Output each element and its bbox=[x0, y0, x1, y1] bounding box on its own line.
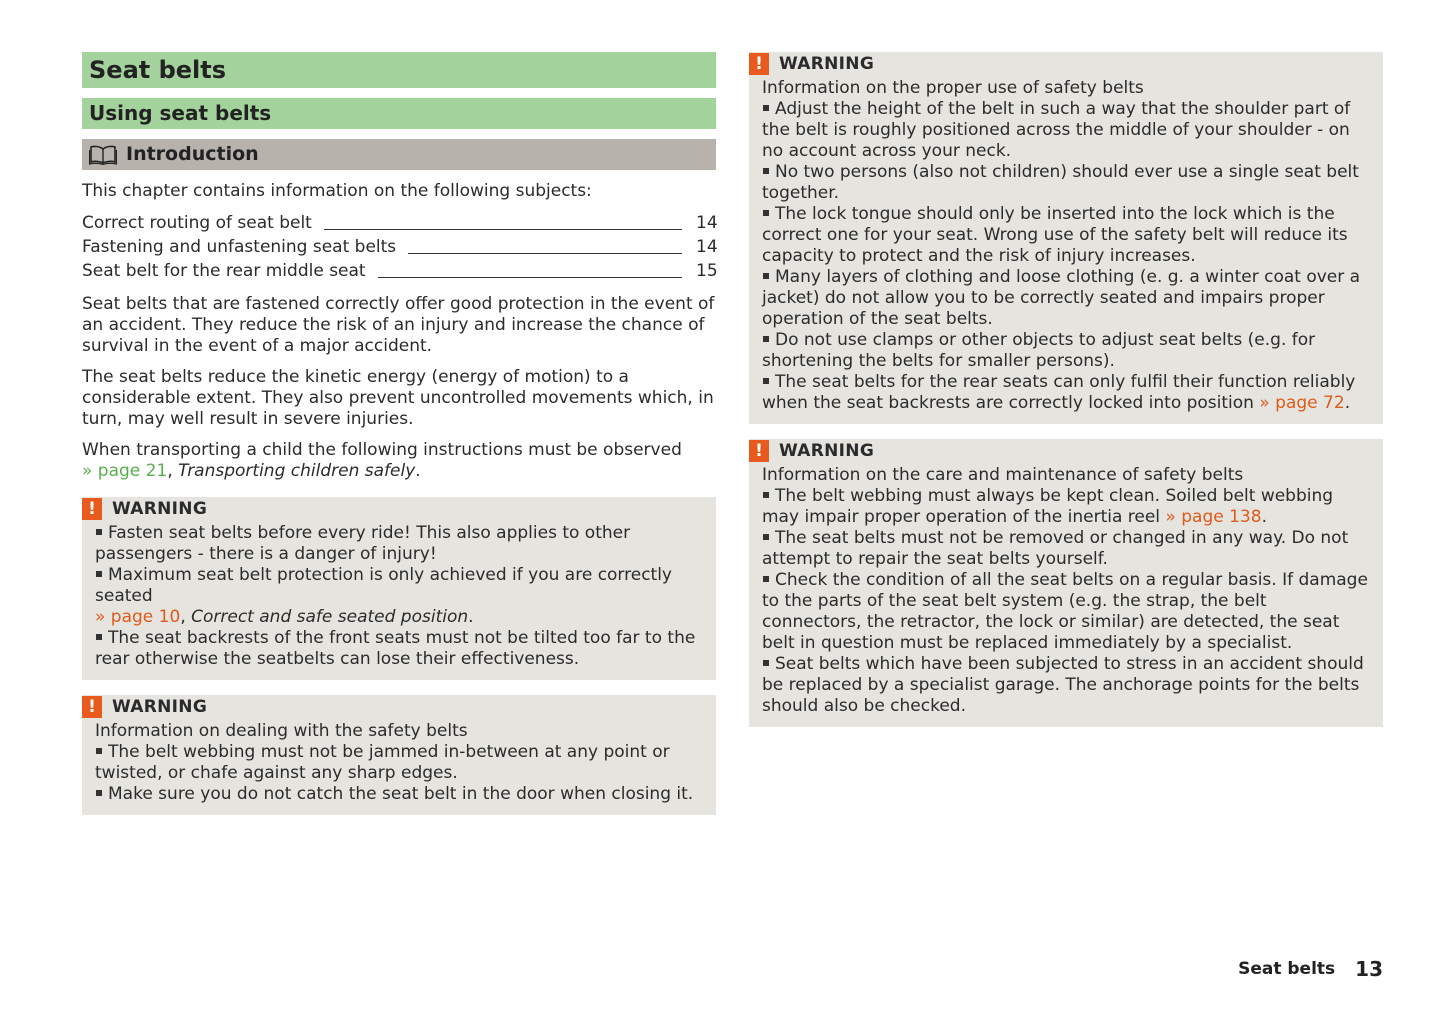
footer-section-title: Seat belts bbox=[1238, 959, 1336, 979]
exclamation-icon: ! bbox=[749, 440, 769, 462]
bullet-text: Seat belts which have been subjected to stress in an accident should be replaced by a specialist garage. The anchorage points for the belts should also be checked. bbox=[762, 654, 1364, 716]
separator: , bbox=[167, 461, 173, 481]
left-column bbox=[82, 52, 716, 815]
warning-label: WARNING bbox=[112, 499, 208, 519]
page-footer bbox=[1238, 957, 1383, 981]
bullet-icon bbox=[96, 748, 102, 754]
warning-bullet bbox=[762, 654, 1370, 717]
bullet-icon bbox=[96, 529, 102, 535]
warning-bullet bbox=[762, 99, 1370, 162]
period: . bbox=[1261, 507, 1267, 527]
bullet-text: The seat belts for the rear seats can only fulfil their function reliably when the seat backrests are correctly locked into position bbox=[762, 372, 1356, 413]
bullet-text: Adjust the height of the belt in such a way that the shoulder part of the belt is roughly positioned across the middle of your shoulder - on no account across your neck. bbox=[762, 99, 1351, 161]
bullet-text: Do not use clamps or other objects to adjust seat belts (e.g. for shortening the belts for smaller persons). bbox=[762, 330, 1316, 371]
warning-bullet bbox=[95, 523, 703, 565]
intro-heading bbox=[82, 139, 716, 170]
warning-bullet bbox=[762, 162, 1370, 204]
toc-leader-line bbox=[324, 229, 682, 230]
bullet-icon bbox=[96, 790, 102, 796]
bullet-icon bbox=[763, 336, 769, 342]
warning-box-4 bbox=[749, 439, 1383, 727]
warning-bullet bbox=[762, 204, 1370, 267]
warning-label: WARNING bbox=[779, 54, 875, 74]
warning-bullet bbox=[95, 742, 703, 784]
warning-bullet bbox=[762, 267, 1370, 330]
bullet-text: Make sure you do not catch the seat belt in the door when closing it. bbox=[108, 784, 694, 804]
bullet-icon bbox=[763, 210, 769, 216]
right-column bbox=[749, 52, 1383, 727]
intro-lead: This chapter contains information on the following subjects: bbox=[82, 181, 592, 201]
bullet-icon bbox=[763, 378, 769, 384]
toc-item-page: 15 bbox=[696, 261, 718, 281]
bullet-text: The seat belts must not be removed or changed in any way. Do not attempt to repair the seat belts yourself. bbox=[762, 528, 1349, 569]
section-title: Using seat belts bbox=[82, 98, 716, 129]
page-138-link[interactable]: » page 138 bbox=[1165, 507, 1262, 527]
warning-label: WARNING bbox=[779, 441, 875, 461]
bullet-text: Fasten seat belts before every ride! This also applies to other passengers - there is a danger of injury! bbox=[95, 523, 631, 564]
transporting-children-ref: Transporting children safely bbox=[178, 461, 416, 481]
bullet-text: Many layers of clothing and loose clothing (e. g. a winter coat over a jacket) do not allow you to be correctly seated and impairs proper operation of the seat belts. bbox=[762, 267, 1361, 329]
warning-header bbox=[749, 52, 1370, 76]
warning-bullet bbox=[762, 528, 1370, 570]
warning-box-3 bbox=[749, 52, 1383, 424]
intro-paragraph-1: Seat belts that are fastened correctly offer good protection in the event of an accident. They reduce the risk of an injury and increase the chance of survival in the event of a major accident. bbox=[82, 294, 715, 356]
bullet-text: Maximum seat belt protection is only achieved if you are correctly seated bbox=[95, 565, 672, 606]
bullet-icon bbox=[763, 168, 769, 174]
warning-label: WARNING bbox=[112, 697, 208, 717]
toc-item-page: 14 bbox=[696, 213, 718, 233]
page-10-link[interactable]: » page 10 bbox=[95, 607, 181, 627]
warning-header bbox=[82, 695, 703, 719]
toc-item[interactable] bbox=[82, 237, 716, 258]
warning-bullet bbox=[762, 570, 1370, 654]
bullet-text: The lock tongue should only be inserted into the lock which is the correct one for your seat. Wrong use of the safety belt will reduce its capacity to protect and the risk of injury increases. bbox=[762, 204, 1348, 266]
period: . bbox=[415, 461, 421, 481]
seated-position-ref: Correct and safe seated position bbox=[191, 607, 469, 627]
warning-box-1 bbox=[82, 497, 716, 680]
page-72-link[interactable]: » page 72 bbox=[1259, 393, 1345, 413]
warning-box-2 bbox=[82, 695, 716, 815]
book-icon bbox=[89, 145, 117, 165]
bullet-icon bbox=[763, 576, 769, 582]
period: . bbox=[468, 607, 474, 627]
warning-heading: Information on the care and maintenance of safety belts bbox=[762, 465, 1244, 485]
separator: , bbox=[180, 607, 186, 627]
intro-paragraph-2: The seat belts reduce the kinetic energy (energy of motion) to a considerable extent. They also prevent uncontrolled movements which, in turn, may well result in severe injuries. bbox=[82, 367, 714, 429]
warning-bullet bbox=[762, 486, 1370, 528]
toc-item[interactable] bbox=[82, 261, 716, 282]
bullet-text: The belt webbing must not be jammed in-between at any point or twisted, or chafe against any sharp edges. bbox=[95, 742, 670, 783]
chapter-title: Seat belts bbox=[82, 52, 716, 88]
bullet-text: The belt webbing must always be kept clean. Soiled belt webbing may impair proper operation of the inertia reel bbox=[762, 486, 1334, 527]
page-number: 13 bbox=[1355, 957, 1383, 981]
toc-item-label: Correct routing of seat belt bbox=[82, 213, 312, 233]
toc-item[interactable] bbox=[82, 213, 716, 234]
exclamation-icon: ! bbox=[82, 498, 102, 520]
toc-item-label: Fastening and unfastening seat belts bbox=[82, 237, 397, 257]
toc-item-page: 14 bbox=[696, 237, 718, 257]
intro-paragraph-3 bbox=[82, 440, 716, 482]
bullet-text: No two persons (also not children) should ever use a single seat belt together. bbox=[762, 162, 1359, 203]
warning-bullet bbox=[95, 565, 703, 628]
warning-header bbox=[749, 439, 1370, 463]
toc-item-label: Seat belt for the rear middle seat bbox=[82, 261, 366, 281]
bullet-icon bbox=[763, 534, 769, 540]
bullet-icon bbox=[96, 571, 102, 577]
warning-bullet bbox=[762, 372, 1370, 414]
exclamation-icon: ! bbox=[82, 696, 102, 718]
bullet-icon bbox=[763, 492, 769, 498]
bullet-icon bbox=[763, 660, 769, 666]
bullet-icon bbox=[763, 105, 769, 111]
period: . bbox=[1344, 393, 1351, 413]
toc-leader-line bbox=[408, 253, 682, 254]
bullet-icon bbox=[763, 273, 769, 279]
bullet-text: The seat backrests of the front seats must not be tilted too far to the rear otherwise the seatbelts can lose their effectiveness. bbox=[95, 628, 696, 669]
child-transport-text: When transporting a child the following instructions must be observed bbox=[82, 440, 682, 460]
bullet-icon bbox=[96, 634, 102, 640]
exclamation-icon: ! bbox=[749, 53, 769, 75]
page-21-link[interactable]: » page 21 bbox=[82, 461, 168, 481]
warning-heading: Information on dealing with the safety belts bbox=[95, 721, 468, 741]
bullet-text: Check the condition of all the seat belts on a regular basis. If damage to the parts of the seat belt system (e.g. the strap, the belt connectors, the retractor, the lock or similar) are detected, the seat belt in question must be replaced immediately by a specialist. bbox=[762, 570, 1368, 653]
warning-heading: Information on the proper use of safety belts bbox=[762, 78, 1144, 98]
table-of-contents bbox=[82, 213, 716, 282]
warning-bullet bbox=[762, 330, 1370, 372]
warning-bullet bbox=[95, 784, 703, 805]
intro-title: Introduction bbox=[126, 143, 259, 165]
warning-bullet bbox=[95, 628, 703, 670]
toc-leader-line bbox=[378, 277, 682, 278]
warning-header bbox=[82, 497, 703, 521]
